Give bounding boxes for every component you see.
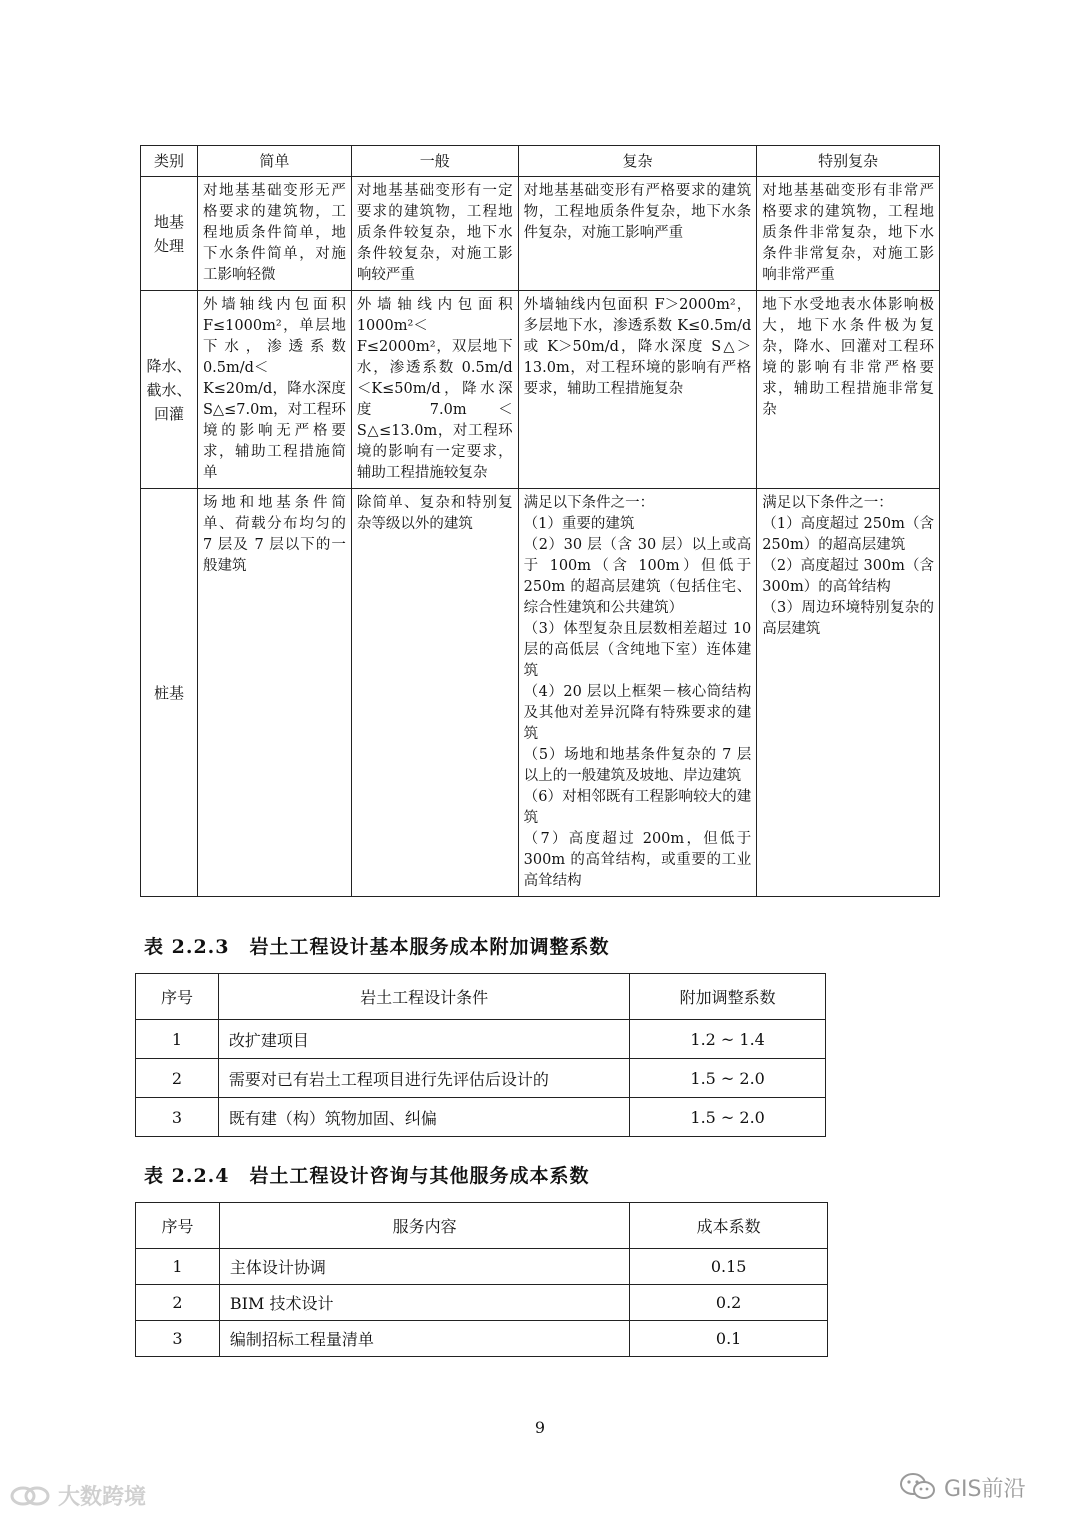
cell-very-complex — [757, 489, 940, 897]
cell-simple — [197, 489, 351, 897]
header-cost-coefficient: 成本系数 — [630, 1203, 828, 1249]
cell-paragraph: 外墙轴线内包面积1000m²＜F≤2000m²，双层地下水，渗透系数 0.5m/d＜K≤50m/d，降水深度 7.0m ＜ S△≤13.0m，对工程环境的影响有一定要求，辅助工程措施较复杂 — [356, 297, 513, 481]
cell-paragraph: 满足以下条件之一： — [762, 495, 893, 511]
pile-foundation-row — [141, 489, 940, 897]
index-cell: 1 — [136, 1020, 219, 1059]
dewatering-row — [141, 291, 940, 489]
category-label-line: 回灌 — [153, 404, 184, 423]
table-row — [136, 1059, 826, 1098]
cell-paragraph: 场地和地基条件简单、荷载分布均匀的 7 层及 7 层以下的一般建筑 — [202, 495, 346, 574]
table-2-2-4-header-row — [136, 1203, 828, 1249]
cell-general — [351, 177, 518, 291]
header-general: 一般 — [351, 146, 518, 177]
description-cell: 需要对已有岩土工程项目进行先评估后设计的 — [218, 1059, 629, 1098]
cell-paragraph: （6）对相邻既有工程影响较大的建筑 — [523, 789, 752, 826]
cell-paragraph: 对地基基础变形无严格要求的建筑物，工程地质条件简单，地下水条件简单，对施工影响轻微 — [202, 183, 346, 283]
cell-paragraph: 对地基基础变形有一定要求的建筑物，工程地质条件较复杂，地下水条件较复杂，对施工影响较严重 — [356, 183, 513, 283]
coefficient-cell: 1.2 ~ 1.4 — [630, 1020, 826, 1059]
description-cell: 改扩建项目 — [218, 1020, 629, 1059]
cell-paragraph: （5）场地和地基条件复杂的 7 层以上的一般建筑及坡地、岸边建筑 — [523, 747, 752, 784]
classification-header-row — [141, 146, 940, 177]
index-cell: 3 — [136, 1321, 220, 1357]
classification-table — [140, 145, 940, 897]
cell-paragraph: （1）重要的建筑 — [523, 516, 635, 532]
index-cell: 1 — [136, 1249, 220, 1285]
cell-paragraph: 对地基基础变形有非常严格要求的建筑物，工程地质条件非常复杂，地下水条件非常复杂，对施工影响非常严重 — [762, 183, 934, 283]
watermark-right — [898, 1471, 1026, 1503]
cell-general — [351, 291, 518, 489]
index-cell: 3 — [136, 1098, 219, 1137]
header-coefficient: 附加调整系数 — [630, 974, 826, 1020]
cell-paragraph: （2）30 层（含 30 层）以上或高于 100m（含 100m）但低于 250m 的超高层建筑（包括住宅、综合性建筑和公共建筑） — [523, 537, 752, 616]
cell-complex — [518, 489, 757, 897]
table-2-2-4-caption: 表 2.2.4 岩土工程设计咨询与其他服务成本系数 — [144, 1165, 590, 1187]
table-row — [136, 1285, 828, 1321]
description-cell: 编制招标工程量清单 — [219, 1321, 629, 1357]
category-label-line: 处理 — [153, 236, 184, 255]
category-label-line: 截水、 — [146, 380, 192, 399]
cell-paragraph: 满足以下条件之一： — [523, 495, 655, 511]
cell-paragraph: （2）高度超过 300m（含 300m）的高耸结构 — [762, 558, 934, 595]
cell-paragraph: （7）高度超过 200m，但低于 300m 的高耸结构，或重要的工业高耸结构 — [523, 831, 752, 889]
coefficient-cell: 0.15 — [630, 1249, 828, 1285]
category-cell — [141, 177, 198, 291]
cell-paragraph: （1）高度超过 250m（含 250m）的超高层建筑 — [762, 516, 934, 553]
header-very-complex: 特别复杂 — [757, 146, 940, 177]
table-2-2-3-caption: 表 2.2.3 岩土工程设计基本服务成本附加调整系数 — [144, 936, 610, 958]
header-service: 服务内容 — [219, 1203, 629, 1249]
category-label-line: 降水、 — [146, 356, 192, 375]
cell-paragraph: 外墙轴线内包面积 F＞2000m²，多层地下水，渗透系数 K≤0.5m/d 或 K＞50m/d，降水深度 S△＞13.0m，对工程环境的影响有严格要求，辅助工程措施复杂 — [523, 297, 752, 397]
cell-paragraph: 地下水受地表水体影响极大，地下水条件极为复杂，降水、回灌对工程环境的影响有非常严格要求，辅助工程措施非常复杂 — [762, 297, 934, 418]
table-2-2-4 — [135, 1202, 828, 1357]
watermark-left — [8, 1480, 146, 1511]
cell-paragraph: （3）周边环境特别复杂的高层建筑 — [762, 600, 934, 637]
table-row — [136, 1098, 826, 1137]
coefficient-cell: 1.5 ~ 2.0 — [630, 1059, 826, 1098]
cell-paragraph: 除简单、复杂和特别复杂等级以外的建筑 — [356, 495, 513, 532]
cell-simple — [197, 291, 351, 489]
cell-simple — [197, 177, 351, 291]
category-label-line: 桩基 — [153, 683, 184, 702]
chain-link-icon — [8, 1482, 52, 1510]
cell-complex — [518, 291, 757, 489]
coefficient-cell: 0.2 — [630, 1285, 828, 1321]
cell-general — [351, 489, 518, 897]
header-simple: 简单 — [197, 146, 351, 177]
table-row — [136, 1020, 826, 1059]
header-category: 类别 — [141, 146, 198, 177]
cell-paragraph: （4）20 层以上框架－核心筒结构及其他对差异沉降有特殊要求的建筑 — [523, 684, 752, 742]
watermark-left-text: 大数跨境 — [58, 1485, 147, 1510]
header-index: 序号 — [136, 1203, 220, 1249]
cell-paragraph: 外墙轴线内包面积F≤1000m²，单层地下水，渗透系数 0.5m/d＜K≤20m/d，降水深度 S△≤7.0m，对工程环境的影响无严格要求，辅助工程措施简单 — [202, 297, 346, 481]
category-cell — [141, 489, 198, 897]
index-cell: 2 — [136, 1059, 219, 1098]
cell-complex — [518, 177, 757, 291]
category-cell — [141, 291, 198, 489]
cell-very-complex — [757, 177, 940, 291]
cell-paragraph: （3）体型复杂且层数相差超过 10 层的高低层（含纯地下室）连体建筑 — [523, 621, 752, 679]
foundation-treatment-row — [141, 177, 940, 291]
header-complex: 复杂 — [518, 146, 757, 177]
header-index: 序号 — [136, 974, 219, 1020]
coefficient-cell: 0.1 — [630, 1321, 828, 1357]
header-condition: 岩土工程设计条件 — [218, 974, 629, 1020]
description-cell: BIM 技术设计 — [219, 1285, 629, 1321]
wechat-icon — [898, 1471, 938, 1503]
coefficient-cell: 1.5 ~ 2.0 — [630, 1098, 826, 1137]
cell-very-complex — [757, 291, 940, 489]
table-2-2-3 — [135, 973, 826, 1137]
table-2-2-3-header-row — [136, 974, 826, 1020]
table-row — [136, 1321, 828, 1357]
table-row — [136, 1249, 828, 1285]
cell-paragraph: 对地基基础变形有严格要求的建筑物，工程地质条件复杂，地下水条件复杂，对施工影响严重 — [523, 183, 752, 241]
index-cell: 2 — [136, 1285, 220, 1321]
description-cell: 主体设计协调 — [219, 1249, 629, 1285]
page-number: 9 — [534, 1418, 546, 1437]
description-cell: 既有建（构）筑物加固、纠偏 — [218, 1098, 629, 1137]
category-label-line: 地基 — [153, 212, 184, 231]
watermark-right-text: GIS前沿 — [944, 1476, 1026, 1502]
